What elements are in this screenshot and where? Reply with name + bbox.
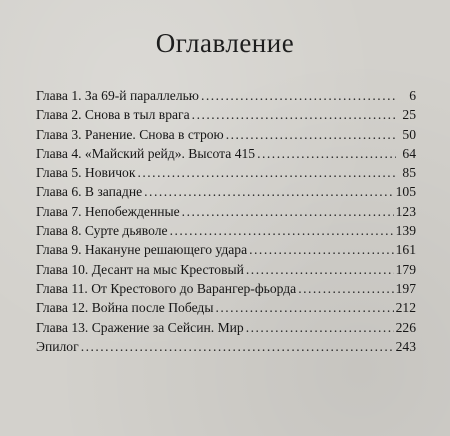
- toc-entry: [36, 318, 416, 337]
- toc-entry: [36, 240, 416, 259]
- toc-leader-dots: [249, 240, 393, 259]
- table-of-contents: [36, 86, 416, 356]
- toc-entry-page: 139: [395, 223, 416, 239]
- toc-entry-label: Глава 12. Война после Победы: [36, 300, 214, 316]
- toc-leader-dots: [257, 144, 396, 163]
- toc-entry: [36, 182, 416, 201]
- toc-entry-page: 123: [395, 203, 416, 219]
- toc-entry-page: 64: [402, 145, 416, 161]
- toc-entry-label: Глава 3. Ранение. Снова в строю: [36, 126, 224, 142]
- toc-leader-dots: [137, 163, 396, 182]
- toc-entry-label: Глава 1. За 69-й параллелью: [36, 88, 199, 103]
- toc-entry-page: 161: [395, 242, 416, 258]
- toc-entry-label: Глава 6. В западне: [36, 184, 143, 200]
- toc-entry: [36, 144, 416, 163]
- toc-entry: [36, 86, 416, 105]
- toc-leader-dots: [81, 337, 394, 356]
- toc-entry-page: 226: [395, 319, 416, 335]
- toc-entry-page: 85: [402, 165, 416, 181]
- toc-entry-page: 197: [395, 280, 416, 296]
- toc-leader-dots: [170, 221, 394, 240]
- toc-entry-page: 212: [395, 300, 416, 316]
- toc-leader-dots: [298, 279, 393, 298]
- toc-entry-label: Глава 9. Накануне решающего удара: [36, 242, 248, 258]
- toc-entry: [36, 279, 416, 298]
- toc-entry-label: Глава 4. «Майский рейд». Высота 415: [36, 145, 256, 161]
- toc-leader-dots: [201, 86, 396, 105]
- toc-entry: [36, 337, 416, 356]
- toc-entry: [36, 221, 416, 240]
- toc-entry-label: Глава 7. Непобежденные: [36, 203, 180, 219]
- toc-leader-dots: [226, 125, 396, 144]
- toc-entry-label: Глава 8. Сурте дьяволе: [36, 223, 168, 239]
- toc-entry-page: 243: [395, 338, 416, 354]
- toc-entry: [36, 105, 416, 124]
- toc-leader-dots: [192, 105, 396, 124]
- toc-entry-label: Глава 5. Новичок: [36, 165, 136, 181]
- toc-leader-dots: [144, 182, 393, 201]
- toc-entry-page: 25: [402, 107, 416, 123]
- toc-leader-dots: [246, 318, 394, 337]
- toc-leader-dots: [182, 202, 394, 221]
- toc-entry-label: Глава 2. Снова в тыл врага: [36, 107, 190, 123]
- toc-entry: [36, 298, 416, 317]
- toc-entry-label: Глава 13. Сражение за Сейсин. Мир: [36, 319, 244, 335]
- toc-entry-page: 105: [395, 184, 416, 200]
- toc-entry-label: Эпилог: [36, 338, 79, 354]
- toc-entry-label: Глава 11. От Крестового до Варангер-фьорда: [36, 280, 297, 296]
- toc-leader-dots: [246, 260, 394, 279]
- toc-entry-page: 6: [409, 88, 416, 103]
- toc-entry-label: Глава 10. Десант на мыс Крестовый: [36, 261, 244, 277]
- toc-entry-page: 179: [395, 261, 416, 277]
- toc-entry: [36, 163, 416, 182]
- page-title: Оглавление: [155, 28, 295, 58]
- toc-leader-dots: [215, 298, 393, 317]
- toc-entry-page: 50: [402, 126, 416, 142]
- toc-entry: [36, 125, 416, 144]
- toc-entry: [36, 260, 416, 279]
- toc-entry: [36, 202, 416, 221]
